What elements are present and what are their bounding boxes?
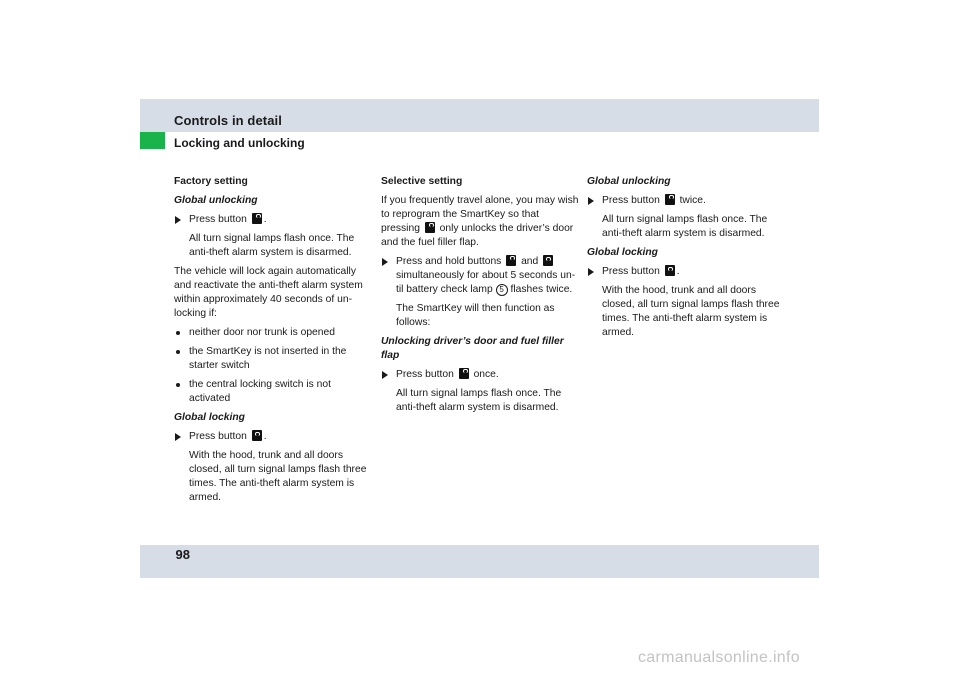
lock-key-icon	[665, 265, 675, 276]
step-text: Press button	[396, 369, 454, 380]
section-title: Locking and unlocking	[174, 136, 305, 150]
step-result: With the hood, trunk and all doors closed, all turn signal lamps flash three times. The anti-theft alarm system is armed.	[189, 450, 367, 503]
step-text-end: twice.	[679, 195, 706, 206]
step-text: Press button	[602, 266, 660, 277]
action-arrow-icon	[175, 433, 181, 441]
column-3	[587, 175, 785, 345]
footer-band	[140, 545, 819, 578]
step-text: Press button	[602, 195, 660, 206]
heading-global-unlocking: Global unlocking	[174, 195, 258, 206]
heading-selective-setting: Selective setting	[381, 176, 463, 187]
step-result: The SmartKey will then function as follows:	[396, 303, 555, 328]
intro-text-1: If you frequently travel alone, you may wish to reprogram the SmartKey so that pressing	[381, 195, 579, 234]
step-text: Press button	[189, 214, 247, 225]
action-arrow-icon	[175, 216, 181, 224]
step-press-lock	[174, 430, 372, 444]
step-text-3: flashes twice.	[510, 284, 573, 295]
step-press-unlock-once	[381, 368, 579, 382]
list-item-text: the central locking switch is not activated	[189, 379, 331, 404]
section-marker	[140, 132, 165, 149]
step-press-unlock-twice	[587, 194, 785, 208]
chapter-title: Controls in detail	[174, 113, 282, 128]
step-press-hold	[381, 255, 579, 297]
heading-factory-setting: Factory setting	[174, 176, 248, 187]
step-text-end: .	[263, 214, 267, 225]
relock-paragraph: The vehicle will lock again automatically and reactivate the anti-theft alarm system within approximately 40 seconds of un-locking if:	[174, 266, 363, 319]
lock-key-icon	[543, 255, 553, 266]
step-text: Press and hold buttons	[396, 256, 502, 267]
step-text-and: and	[521, 256, 539, 267]
step-text-end: .	[263, 431, 267, 442]
step-result: All turn signal lamps flash once. The anti-theft alarm system is disarmed.	[189, 233, 355, 258]
list-item	[174, 326, 372, 340]
heading-global-locking: Global locking	[587, 247, 658, 258]
intro-text-2: only unlocks the driver’s door and the fuel filler flap.	[381, 223, 574, 248]
step-text: Press button	[189, 431, 247, 442]
bullet-icon	[176, 383, 180, 387]
unlock-key-icon	[425, 222, 435, 233]
watermark-text: carmanualsonline.info	[638, 649, 800, 666]
lock-key-icon	[252, 430, 262, 441]
unlock-key-icon	[665, 194, 675, 205]
bullet-icon	[176, 350, 180, 354]
heading-global-locking: Global locking	[174, 412, 245, 423]
column-2	[381, 175, 579, 420]
bullet-icon	[176, 331, 180, 335]
step-result: With the hood, trunk and all doors closed, all turn signal lamps flash three times. The anti-theft alarm system is armed.	[602, 285, 780, 338]
action-arrow-icon	[382, 258, 388, 266]
list-item-text: the SmartKey is not inserted in the starter switch	[189, 346, 347, 371]
list-item	[174, 345, 372, 373]
column-1	[174, 175, 372, 510]
step-text-2: simultaneously for about 5 seconds un-til battery check lamp	[396, 270, 576, 295]
heading-unlock-driver-door: Unlocking driver’s door and fuel filler flap	[381, 336, 564, 361]
step-result: All turn signal lamps flash once. The anti-theft alarm system is disarmed.	[602, 214, 768, 239]
action-arrow-icon	[588, 268, 594, 276]
list-item	[174, 378, 372, 406]
step-result: All turn signal lamps flash once. The anti-theft alarm system is disarmed.	[396, 388, 562, 413]
unlock-key-icon	[459, 368, 469, 379]
list-item-text: neither door nor trunk is opened	[189, 327, 335, 338]
unlock-key-icon	[252, 213, 262, 224]
unlock-key-icon	[506, 255, 516, 266]
page-number: 98	[175, 547, 190, 562]
battery-check-lamp-number: 5	[496, 284, 508, 296]
step-text-end: .	[676, 266, 680, 277]
heading-global-unlocking: Global unlocking	[587, 176, 671, 187]
action-arrow-icon	[588, 197, 594, 205]
action-arrow-icon	[382, 371, 388, 379]
selective-intro	[381, 194, 579, 250]
step-press-lock	[587, 265, 785, 279]
step-text-end: once.	[473, 369, 499, 380]
step-press-unlock	[174, 213, 372, 227]
